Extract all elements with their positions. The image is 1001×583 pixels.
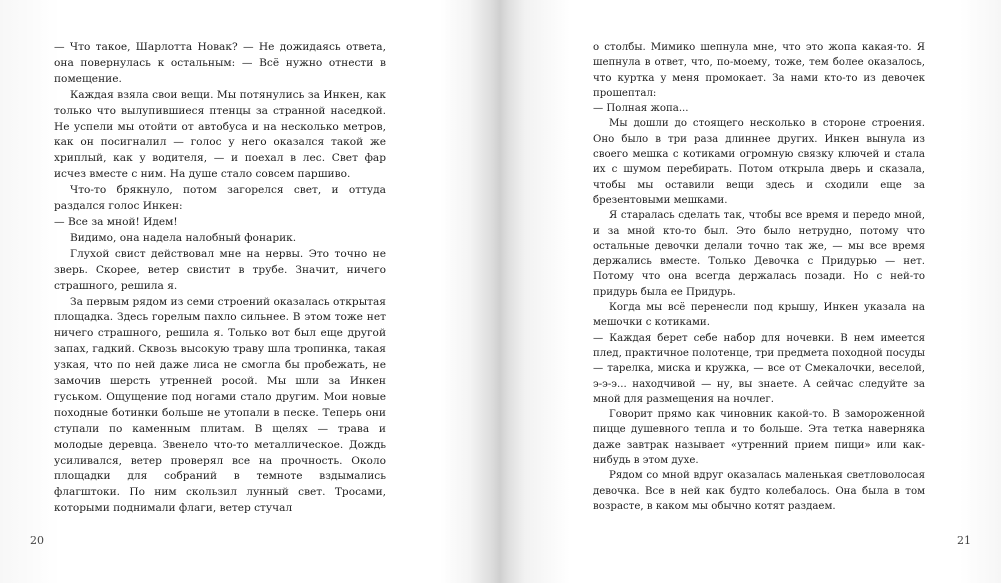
paragraph: — Что такое, Шарлотта Новак? — Не дожидаясь ответа, она повернулась к остальным: — Всё нужно отнести в помещение. — [54, 41, 386, 85]
left-page — [0, 0, 500, 583]
paragraph: Что-то брякнуло, потом загорелся свет, и оттуда раздался голос Инкен: — [54, 184, 386, 213]
paragraph: Когда мы всё перенесли под крышу, Инкен указала на мешочки с котиками. — [593, 302, 925, 329]
paragraph: Я старалась сделать так, чтобы все время и передо мной, и за мной кто-то был. Это было нетрудно, потому что остальные девочки делали точно так же, — мы все время держались вместе. Только Девочка с Придурью — нет. Потому что она всегда держалась позади. Но с ней-то придурь была ее Придурь. — [593, 210, 925, 298]
paragraph: Мы дошли до стоящего несколько в стороне строения. Оно было в три раза длиннее других. Инкен вынула из своего мешка с котиками огромную связку ключей и стала их с шумом перебирать. Потом открыла дверь и сказала, чтобы мы оставили вещи здесь и сходили еще за брезентовыми мешками. — [593, 118, 925, 206]
paragraph: За первым рядом из семи строений оказалась открытая площадка. Здесь горелым пахло сильнее. В этом тоже нет ничего страшного, решила я. Только вот был еще другой запах, гадкий. Сквозь высокую траву шла тропинка, такая узкая, что по ней даже лиса не смогла бы пробежать, не замочив шерсть утренней росой. Мы шли за Инкен гуськом. Ощущение под ногами стало другим. Мои новые походные ботинки больше не утопали в песке. Теперь они ступали по каменным плитам. В щелях — трава и молодые деревца. Звенело что-то металлическое. Дождь усиливался, ветер проверял все на прочность. Около площадки для собраний в темноте вздымались флагштоки. По ним скользил лунный свет. Тросами, которыми поднимали флаги, ветер стучал — [54, 295, 386, 515]
paragraph: — Каждая берет себе набор для ночевки. В нем имеется плед, практичное полотенце, три предмета походной посуды — тарелка, миска и кружка, — все от Смекалочки, веселой, э-э-э... находчивой — ну, вы знаете. А сейчас следуйте за мной для размещения на ночлег. — [593, 332, 925, 405]
paragraph: о столбы. Мимико шепнула мне, что это жопа какая-то. Я шепнула в ответ, что, по-моему, тоже, тем более оказалось, что куртка у меня промокает. За нами кто-то из девочек прошептал: — [593, 42, 925, 99]
right-page-text — [593, 40, 925, 514]
paragraph: Говорит прямо как чиновник какой-то. В замороженной пицце душевного тепла и то больше. Эта тетка наверняка даже завтрак называет «утренний прием пищи» или как-нибудь в этом духе. — [593, 409, 925, 467]
paragraph: Каждая взяла свои вещи. Мы потянулись за Инкен, как только что вылупившиеся птенцы за странной наседкой. Не успели мы отойти от автобуса и на несколько метров, как он посигналил — голос у него оказался такой же хриплый, как у водителя, — и поехал в лес. Свет фар исчез вместе с ним. На душе стало совсем паршиво. — [54, 88, 386, 181]
page-number-right: 21 — [957, 534, 971, 547]
paragraph: — Полная жопа... — [593, 103, 689, 115]
paragraph: — Все за мной! Идем! — [54, 215, 178, 228]
paragraph: Видимо, она надела налобный фонарик. — [70, 231, 297, 244]
page-number-left: 20 — [30, 534, 44, 547]
left-page-text — [54, 40, 386, 517]
right-page — [500, 0, 1001, 583]
paragraph: Глухой свист действовал мне на нервы. Это точно не зверь. Скорее, ветер свистит в трубе. Значит, ничего страшного, решила я. — [54, 247, 386, 292]
paragraph: Рядом со мной вдруг оказалась маленькая светловолосая девочка. Все в ней как будто колебалось. Она была в том возрасте, в каком мы обычно котят раздаем. — [593, 470, 925, 512]
